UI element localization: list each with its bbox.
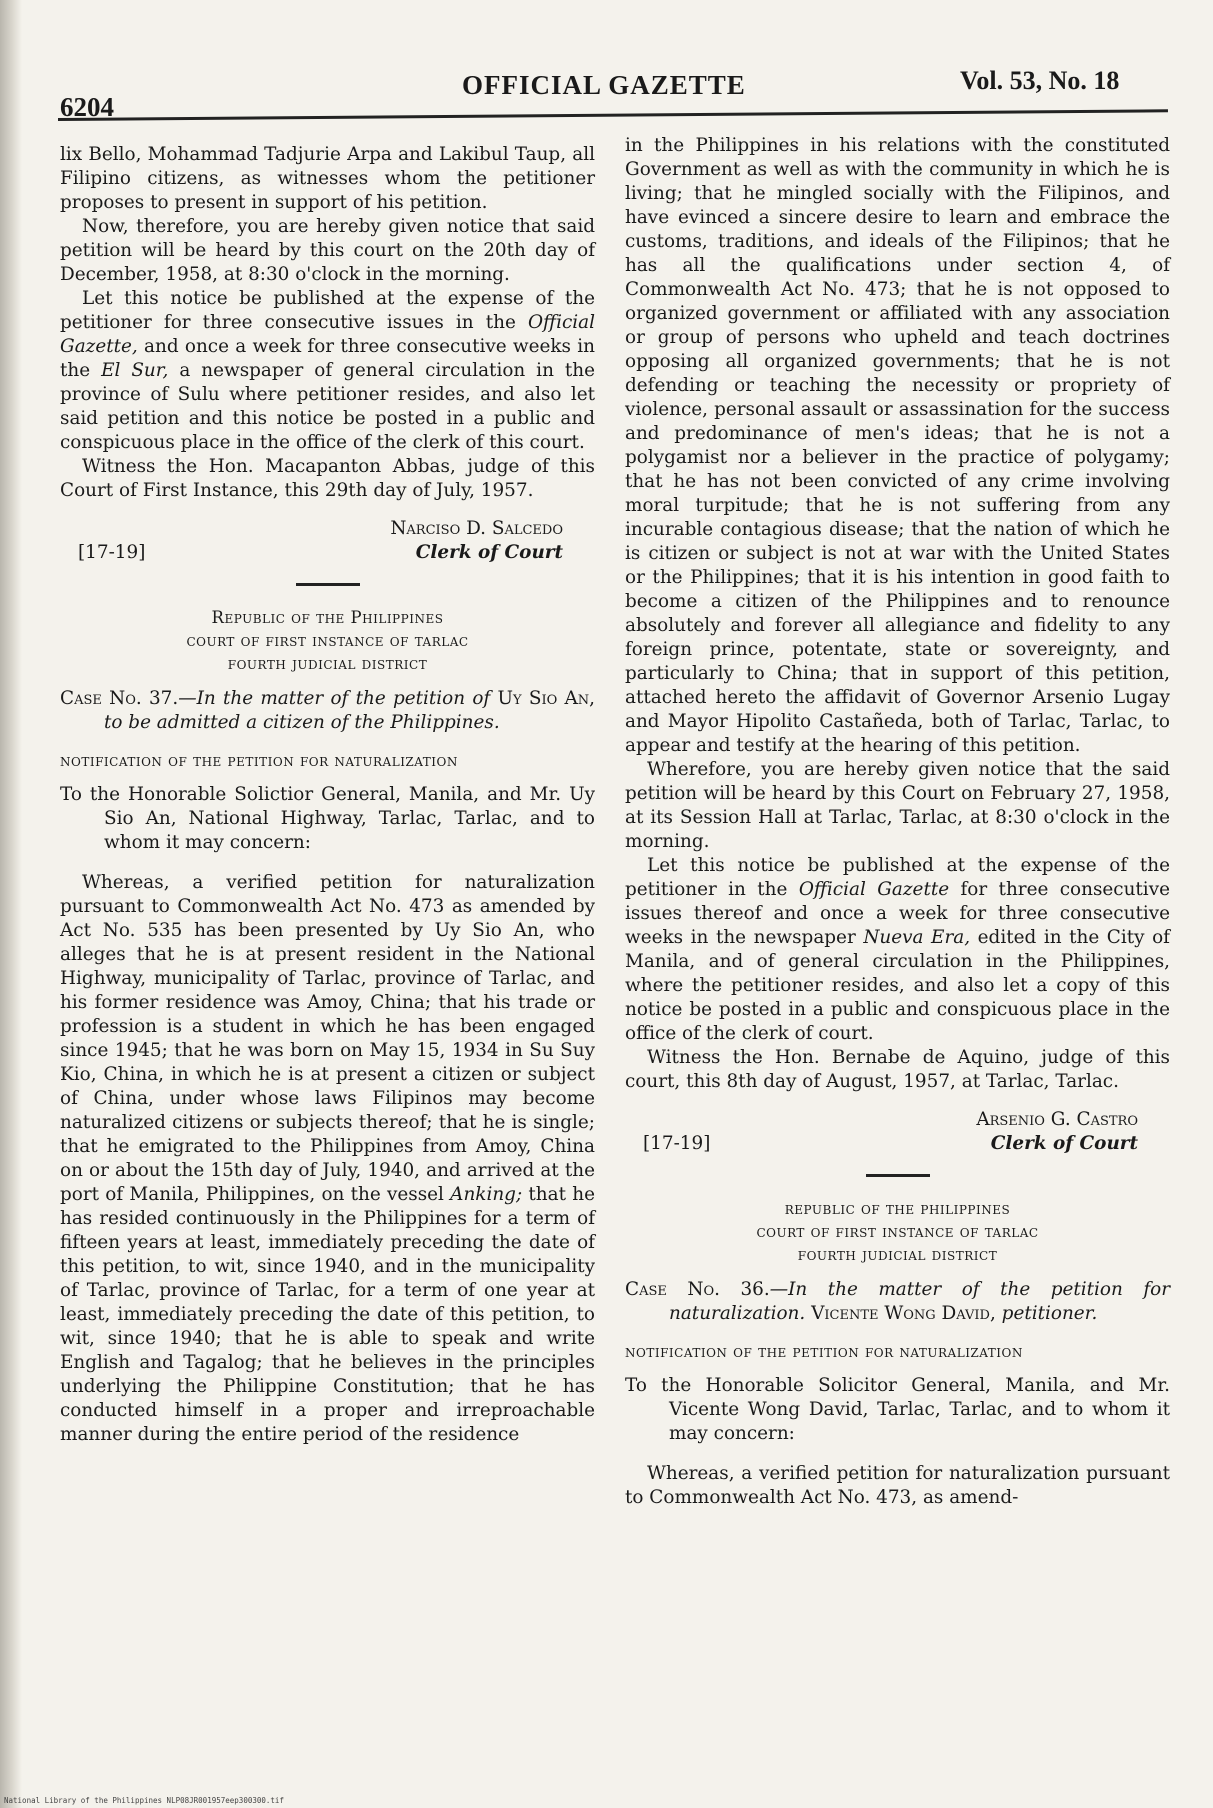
text: Whereas, a verified petition for naturalization pursuant to Commonwealth Act No. 473 as amended by Act No. 535 has been presented by Uy Sio An, who alleges that he is at present resident in the National Highway, municipality of Tarlac, province of Tarlac, and his former residence was Amoy, China; that his trade or profession is a student in which he has been engaged since 1945; that he was born on May 15, 1934 in Su Suy Kio, China, in which he is at present a citizen or subject of China, under whose laws Filipinos may become naturalized citizens or subjects thereof; that he is single; that he emigrated to the Philippines from Amoy, China on or about the 15th day of July, 1940, and arrived at the port of Manila, Philippines, on the vessel [60, 872, 595, 1205]
right-column [625, 134, 1170, 1510]
publication-name: Official Gazette, [60, 312, 595, 357]
case-text: to be admitted a citizen of the Philippines. [104, 712, 500, 733]
court-heading [60, 606, 595, 675]
court-heading-line: fourth judicial district [797, 1245, 998, 1264]
text: Let this notice be published at the expense of the petitioner for three consecutive issues in the [60, 288, 595, 333]
notification-heading: notification of the petition for naturalization [60, 751, 458, 770]
left-column [60, 143, 595, 1447]
case-number: Case No. 36. [625, 1279, 770, 1300]
gazette-title: OFFICIAL GAZETTE [462, 70, 746, 100]
addressee: To the Honorable Solictior General, Manila, and Mr. Uy Sio An, National Highway, Tarlac, Tarlac, and to whom it may concern: [60, 784, 595, 853]
case-text: petitioner. [1001, 1303, 1098, 1324]
text: Let this notice be published at the expense of the petitioner in the [625, 855, 1170, 900]
issue-reference: [17-19] [643, 1133, 711, 1154]
court-heading-line: court of first instance of tarlac [756, 1222, 1039, 1241]
newspaper-name: El Sur, [101, 360, 169, 381]
paragraph: Witness the Hon. Bernabe de Aquino, judge of this court, this 8th day of August, 1957, at Tarlac, Tarlac. [625, 1047, 1170, 1092]
clerk-name: Arsenio G. Castro [976, 1109, 1138, 1130]
paragraph [60, 871, 595, 1447]
volume-issue: Vol. 53, No. 18 [960, 66, 1120, 95]
petitioner-name: Uy Sio An, [497, 688, 596, 709]
paragraph: Whereas, a verified petition for naturalization pursuant to Commonwealth Act No. 473, as amend- [625, 1463, 1170, 1508]
case-text: —In the matter of the petition of [178, 688, 491, 709]
case-title [625, 1278, 1170, 1326]
petitioner-name: Vicente Wong David, [811, 1303, 996, 1324]
issue-reference: [17-19] [78, 542, 146, 563]
page-number: 6204 [60, 92, 114, 122]
paragraph: Witness the Hon. Macapanton Abbas, judge of this Court of First Instance, this 29th day of July, 1957. [60, 456, 595, 501]
paragraph: lix Bello, Mohammad Tadjurie Arpa and Lakibul Taup, all Filipino citizens, as witnesses whom the petitioner proposes to present in support of his petition. [60, 144, 595, 213]
text: a newspaper of general circulation in the province of Sulu where petitioner resides, and also let said petition and this notice be posted in a public and conspicuous place in the office of the clerk of this court. [60, 360, 595, 453]
addressee: To the Honorable Solicitor General, Manila, and Mr. Vicente Wong David, Tarlac, Tarlac, and to whom it may concern: [625, 1375, 1170, 1444]
signature-block [60, 517, 595, 571]
text: edited in the City of Manila, and of general circulation in the Philippines, where the petitioner resides, and also let a copy of this notice be posted in a public and conspicuous place in the office of the clerk of court. [625, 927, 1170, 1044]
court-heading-line: court of first instance of tarlac [186, 631, 469, 650]
clerk-title: Clerk of Court [415, 542, 563, 563]
case-title [60, 687, 595, 735]
paragraph [625, 854, 1170, 1046]
court-heading-line: republic of the philippines [784, 1199, 1011, 1218]
court-heading-line: Republic of the Philippines [211, 608, 444, 627]
paragraph: in the Philippines in his relations with the constituted Government as well as with the community in which he is living; that he mingled socially with the Filipinos, and have evinced a sincere desire to learn and embrace the customs, traditions, and ideals of the Filipinos; that he has all the qualifications under section 4, of Commonwealth Act No. 473; that he is not opposed to organized government or affiliated with any association or group of persons who upheld and teach doctrines opposing all organized governments; that he is not defending or teaching the necessity or propriety of violence, personal assault or assassination for the success and predominance of men's ideas; that he is not a polygamist nor a believer in the practice of polygamy; that he has not been convicted of any crime involving moral turpitude; that he is not suffering from any incurable contagious disease; that the nation of which he is citizen or subject is not at war with the United States or the Philippines; that it is his intention in good faith to become a citizen of the Philippines and to renounce absolutely and forever all allegiance and fidelity to any foreign prince, potentate, state or sovereignty, and particularly to China; that in support of this petition, attached hereto the affidavit of Governor Arsenio Lugay and Mayor Hipolito Castañeda, both of Tarlac, Tarlac, to appear and testify at the hearing of this petition. [625, 135, 1170, 756]
scan-edge-shadow [0, 0, 22, 1808]
paragraph: Now, therefore, you are hereby given notice that said petition will be heard by this court on the 20th day of December, 1958, at 8:30 o'clock in the morning. [60, 216, 595, 285]
text: that he has resided continuously in the Philippines for a term of fifteen years at least, immediately preceding the date of this petition, to wit, since 1940, and in the municipality of Tarlac, province of Tarlac, for a term of one year at least, immediately preceding the date of this petition, to wit, since 1940; that he is able to speak and write English and Tagalog; that he believes in the principles underlying the Philippine Constitution; that he has conducted himself in a proper and irreproachable manner during the entire period of the residence [60, 1184, 595, 1445]
clerk-name: Narciso D. Salcedo [390, 518, 563, 539]
scan-footer: National Library of the Philippines NLP08JR001957eep300300.tif [4, 1796, 284, 1805]
signature-block [625, 1108, 1170, 1162]
notification-heading: notification of the petition for naturalization [625, 1342, 1023, 1361]
case-text: —In the matter of the petition for naturalization. [669, 1279, 1171, 1324]
court-heading [625, 1197, 1170, 1266]
publication-name: Official Gazette [798, 879, 950, 900]
clerk-title: Clerk of Court [990, 1133, 1138, 1154]
paragraph: Wherefore, you are hereby given notice that the said petition will be heard by this Court on February 27, 1958, at its Session Hall at Tarlac, Tarlac, at 8:30 o'clock in the morning. [625, 759, 1170, 852]
paragraph [60, 287, 595, 455]
court-heading-line: fourth judicial district [227, 654, 428, 673]
case-number: Case No. 37. [60, 688, 179, 709]
vessel-name: Anking; [450, 1184, 523, 1205]
newspaper-name: Nueva Era, [863, 927, 971, 948]
section-divider [296, 583, 360, 586]
text: and once a week for three consecutive weeks in the [60, 336, 595, 381]
header-rule [58, 109, 1168, 121]
section-divider [866, 1174, 930, 1177]
text: for three consecutive issues thereof and once a week for three consecutive weeks in the newspaper [625, 879, 1170, 948]
